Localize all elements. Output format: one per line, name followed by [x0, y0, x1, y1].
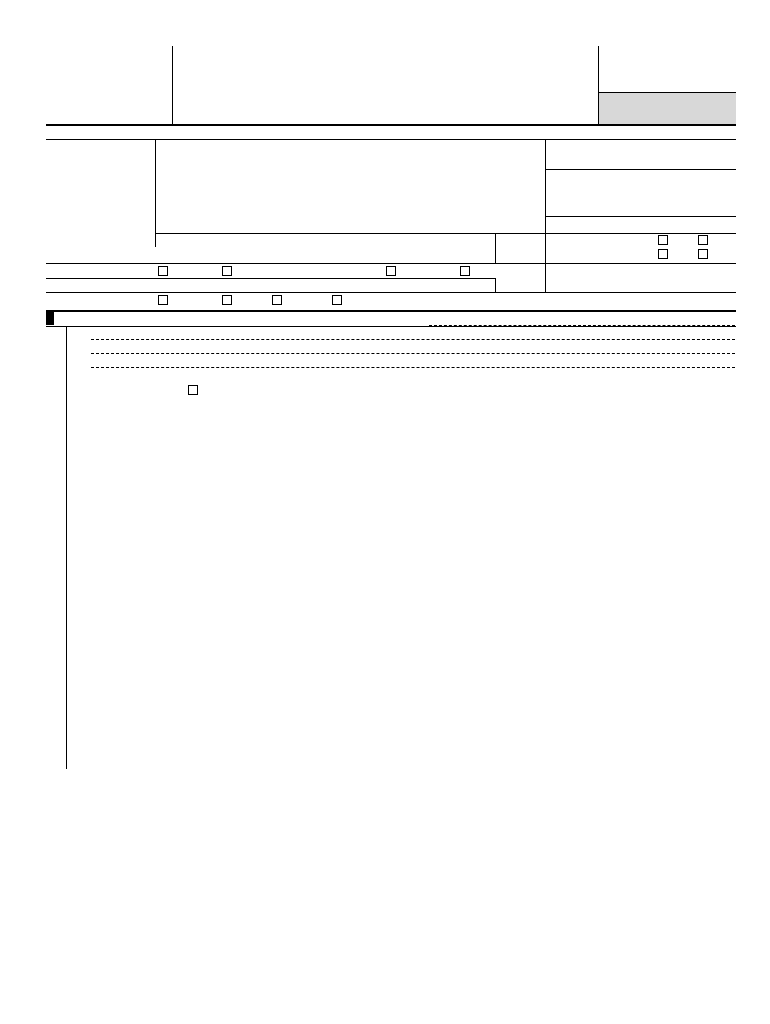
501c3-checkbox[interactable]: [158, 266, 168, 276]
hb-yes-checkbox[interactable]: [658, 249, 668, 259]
part-i-badge: [46, 312, 54, 325]
hb-no-checkbox[interactable]: [698, 249, 708, 259]
ha-yes-checkbox[interactable]: [658, 235, 668, 245]
open-to-public-box: [599, 93, 736, 124]
association-checkbox[interactable]: [272, 295, 282, 305]
4947-checkbox[interactable]: [386, 266, 396, 276]
ha-no-checkbox[interactable]: [698, 235, 708, 245]
mission-line-4[interactable]: [91, 367, 735, 368]
trust-checkbox[interactable]: [222, 295, 232, 305]
other-checkbox[interactable]: [332, 295, 342, 305]
mission-line-1[interactable]: [429, 325, 735, 326]
mission-line-3[interactable]: [91, 353, 735, 354]
discontinued-checkbox[interactable]: [188, 385, 198, 395]
corporation-checkbox[interactable]: [158, 295, 168, 305]
501c-checkbox[interactable]: [222, 266, 232, 276]
mission-line-2[interactable]: [91, 339, 735, 340]
527-checkbox[interactable]: [460, 266, 470, 276]
